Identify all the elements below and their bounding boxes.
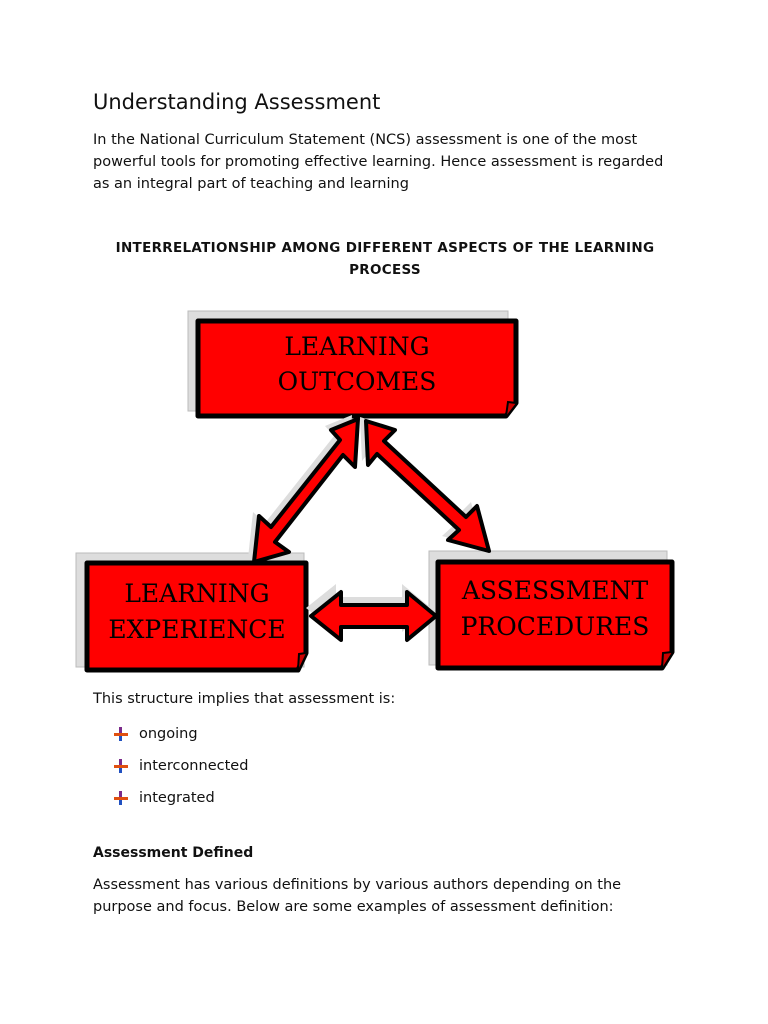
learning-experience-box	[76, 553, 306, 670]
experience-line2: EXPERIENCE	[108, 615, 286, 644]
page-title: Understanding Assessment	[93, 90, 381, 114]
procedures-line2: PROCEDURES	[460, 612, 650, 641]
arrow-bullet-icon	[113, 726, 129, 742]
arrow-bullet-icon	[113, 758, 129, 774]
intro-paragraph: In the National Curriculum Statement (NCS) assessment is one of the most powerful tools for promoting effective learning. Hence assessment is regarded as an integral part of teaching and learning	[93, 132, 664, 192]
bullet-label: ongoing	[139, 726, 198, 742]
list-item	[113, 750, 248, 782]
assessment-procedures-box	[429, 551, 672, 668]
list-item	[113, 718, 248, 750]
list-item	[113, 782, 248, 814]
arrow-outcomes-procedures	[360, 417, 489, 551]
experience-line1: LEARNING	[124, 579, 270, 608]
bullet-label: interconnected	[139, 758, 249, 774]
arrow-experience-procedures	[306, 584, 436, 640]
structure-text: This structure implies that assessment is:	[93, 691, 396, 707]
bullet-label: integrated	[139, 790, 215, 806]
outcomes-line2: OUTCOMES	[277, 367, 437, 396]
assessment-defined-text: Assessment has various definitions by various authors depending on the purpose and focus. Below are some examples of assessment definition:	[93, 877, 622, 915]
learning-outcomes-box	[188, 311, 516, 416]
assessment-defined-heading: Assessment Defined	[93, 845, 254, 861]
arrow-bullet-icon	[113, 790, 129, 806]
diagram-heading: INTERRELATIONSHIP AMONG DIFFERENT ASPECTS OF THE LEARNING PROCESS	[115, 240, 655, 278]
procedures-line1: ASSESSMENT	[461, 576, 649, 605]
bullet-list	[113, 718, 248, 814]
arrow-outcomes-experience	[248, 415, 358, 562]
outcomes-line1: LEARNING	[284, 332, 430, 361]
learning-process-diagram	[0, 300, 768, 685]
